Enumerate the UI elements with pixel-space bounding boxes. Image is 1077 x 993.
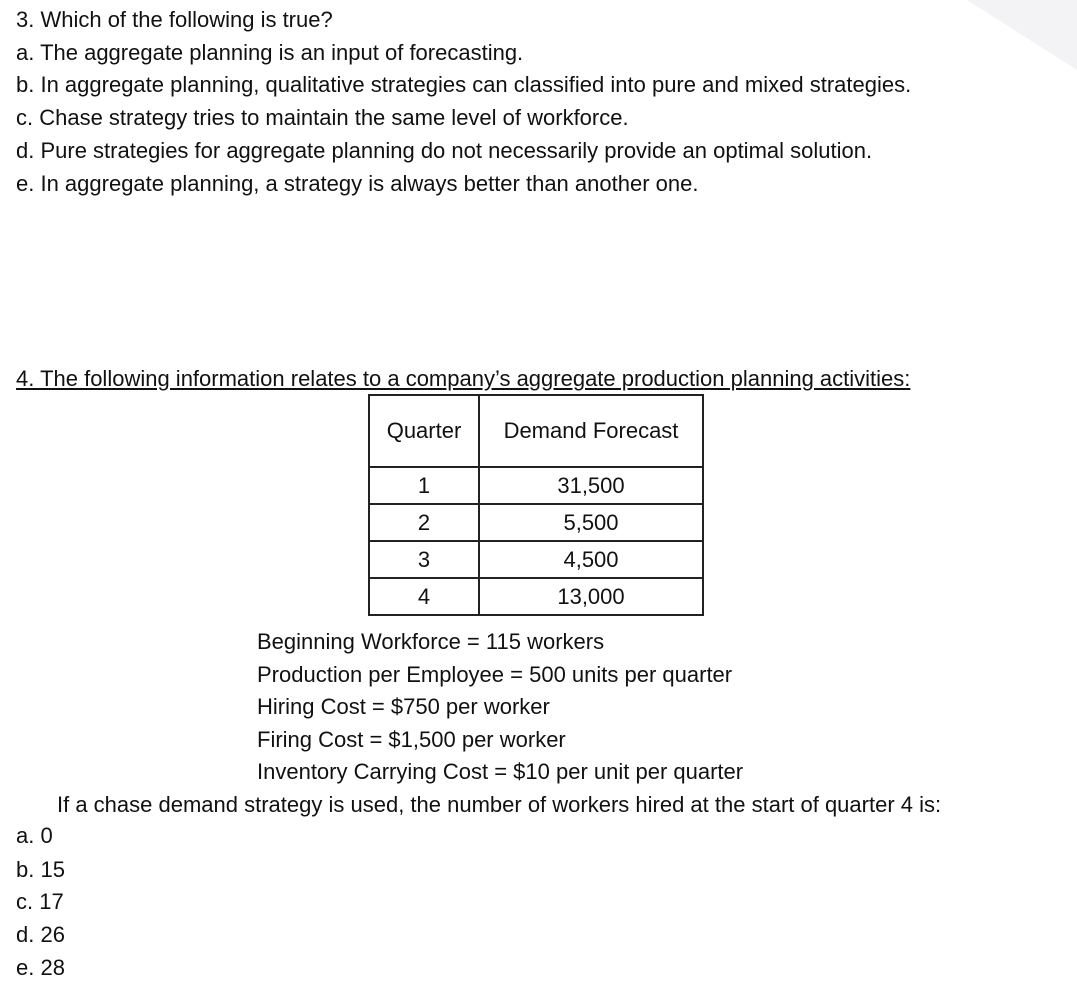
- q3-option-c: c. Chase strategy tries to maintain the same level of workforce.: [16, 105, 629, 130]
- corner-decoration: [967, 0, 1077, 70]
- demand-forecast-table: [368, 394, 704, 616]
- q4-option-b: b. 15: [16, 857, 65, 882]
- q3-option-b: b. In aggregate planning, qualitative strategies can classified into pure and mixed strategies.: [16, 72, 912, 97]
- q4-option-a: a. 0: [16, 823, 53, 848]
- demand-cell: 13,000: [479, 578, 703, 615]
- q4-option-c: c. 17: [16, 889, 64, 914]
- table-row: [369, 504, 703, 541]
- q3-option-a: a. The aggregate planning is an input of forecasting.: [16, 40, 524, 65]
- table-row: [369, 541, 703, 578]
- fact-inventory-carrying-cost: Inventory Carrying Cost = $10 per unit per quarter: [257, 759, 744, 784]
- demand-cell: 5,500: [479, 504, 703, 541]
- quarter-cell: 1: [369, 467, 479, 504]
- q4-question: If a chase demand strategy is used, the number of workers hired at the start of quarter 4 is:: [57, 792, 942, 817]
- quarter-cell: 2: [369, 504, 479, 541]
- demand-cell: 31,500: [479, 467, 703, 504]
- q3-option-e: e. In aggregate planning, a strategy is always better than another one.: [16, 171, 699, 196]
- q3-option-d: d. Pure strategies for aggregate planning do not necessarily provide an optimal solution.: [16, 138, 873, 163]
- demand-cell: 4,500: [479, 541, 703, 578]
- q4-intro: 4. The following information relates to a company’s aggregate production planning activities:: [16, 366, 911, 391]
- q4-option-e: e. 28: [16, 955, 65, 980]
- q3-question: 3. Which of the following is true?: [16, 7, 333, 32]
- quarter-cell: 3: [369, 541, 479, 578]
- q4-option-d: d. 26: [16, 922, 65, 947]
- quarter-cell: 4: [369, 578, 479, 615]
- fact-firing-cost: Firing Cost = $1,500 per worker: [257, 727, 566, 752]
- header-quarter: Quarter: [369, 395, 479, 467]
- fact-hiring-cost: Hiring Cost = $750 per worker: [257, 694, 550, 719]
- header-demand-forecast: Demand Forecast: [479, 395, 703, 467]
- table-header-row: [369, 395, 703, 467]
- fact-production-per-employee: Production per Employee = 500 units per quarter: [257, 662, 733, 687]
- table-row: [369, 467, 703, 504]
- table-row: [369, 578, 703, 615]
- fact-beginning-workforce: Beginning Workforce = 115 workers: [257, 629, 605, 654]
